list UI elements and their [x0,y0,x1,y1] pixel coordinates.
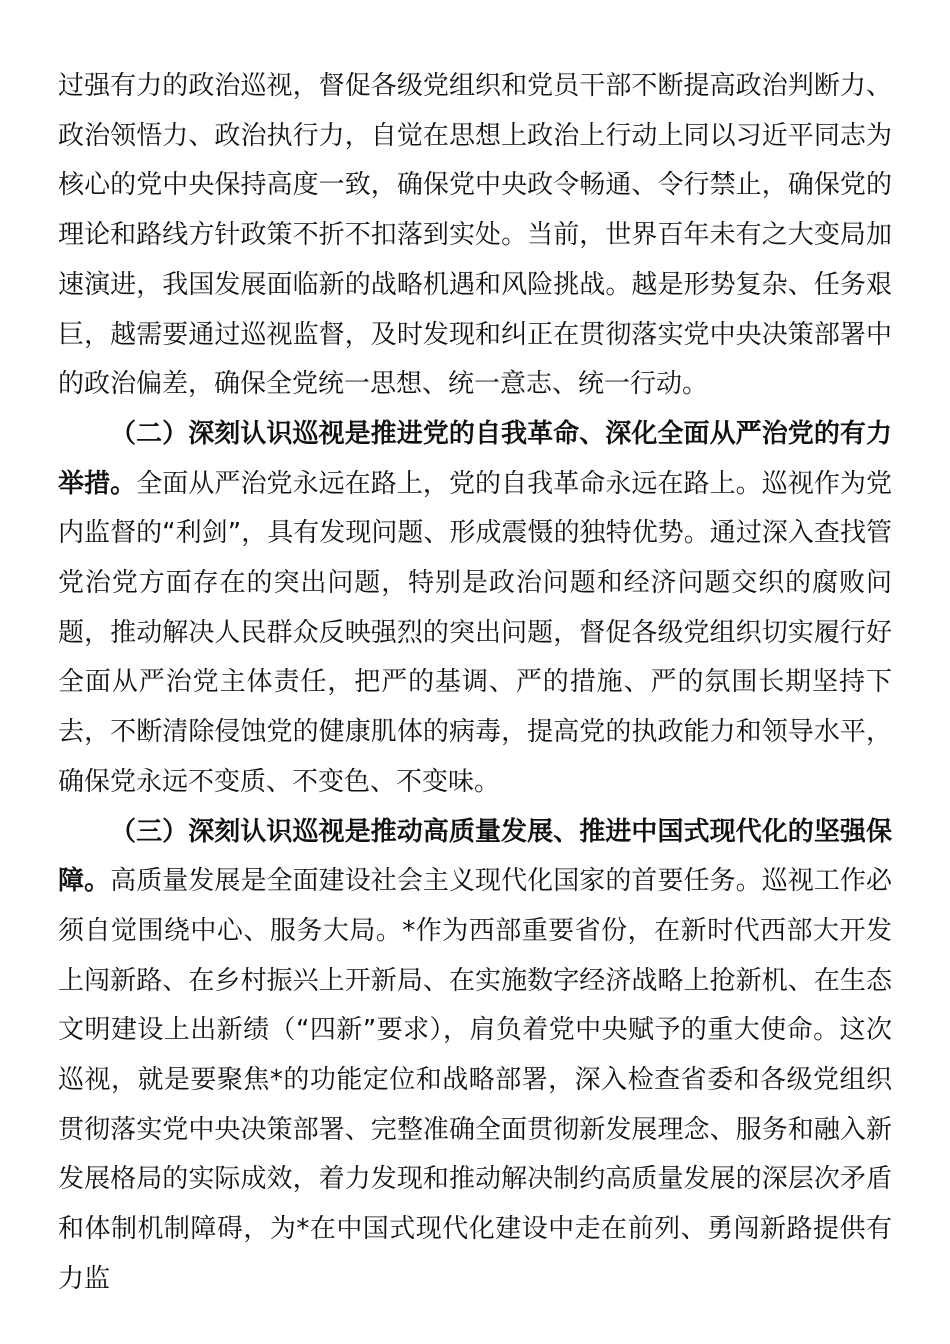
section-heading-2: （二）深刻认识巡视是推进党的自我革命、深化全面从严治党的有力举措。 [58,418,892,499]
paragraph-section-3 [58,808,892,1305]
paragraph-text: 全面从严治党永远在路上，党的自我革命永远在路上。巡视作为党内监督的“利剑”，具有发现问题、形成震慑的独特优势。通过深入查找管党治党方面存在的突出问题，特别是政治问题和经济问题交织的腐败问题，推动解决人民群众反映强烈的突出问题，督促各级党组织切实履行好全面从严治党主体责任，把严的基调、严的措施、严的氛围长期坚持下去，不断清除侵蚀党的健康肌体的病毒，提高党的执政能力和领导水平，确保党永远不变质、不变色、不变味。 [58,468,892,797]
paragraph-continuation [58,62,892,410]
document-page [58,62,892,1305]
section-heading-3: （三）深刻认识巡视是推动高质量发展、推进中国式现代化的坚强保障。 [58,816,892,897]
paragraph-section-2 [58,410,892,808]
paragraph-text: 高质量发展是全面建设社会主义现代化国家的首要任务。巡视工作必须自觉围绕中心、服务大局。*作为西部重要省份，在新时代西部大开发上闯新路、在乡村振兴上开新局、在实施数字经济战略上抢新机、在生态文明建设上出新绩（“四新”要求），肩负着党中央赋予的重大使命。这次巡视，就是要聚焦*的功能定位和战略部署，深入检查省委和各级党组织贯彻落实党中央决策部署、完整准确全面贯彻新发展理念、服务和融入新发展格局的实际成效，着力发现和推动解决制约高质量发展的深层次矛盾和体制机制障碍，为*在中国式现代化建设中走在前列、勇闯新路提供有力监 [58,866,892,1294]
paragraph-text: 过强有力的政治巡视，督促各级党组织和党员干部不断提高政治判断力、政治领悟力、政治执行力，自觉在思想上政治上行动上同以习近平同志为核心的党中央保持高度一致，确保党中央政令畅通、令行禁止，确保党的理论和路线方针政策不折不扣落到实处。当前，世界百年未有之大变局加速演进，我国发展面临新的战略机遇和风险挑战。越是形势复杂、任务艰巨，越需要通过巡视监督，及时发现和纠正在贯彻落实党中央决策部署中的政治偏差，确保全党统一思想、统一意志、统一行动。 [58,71,892,400]
